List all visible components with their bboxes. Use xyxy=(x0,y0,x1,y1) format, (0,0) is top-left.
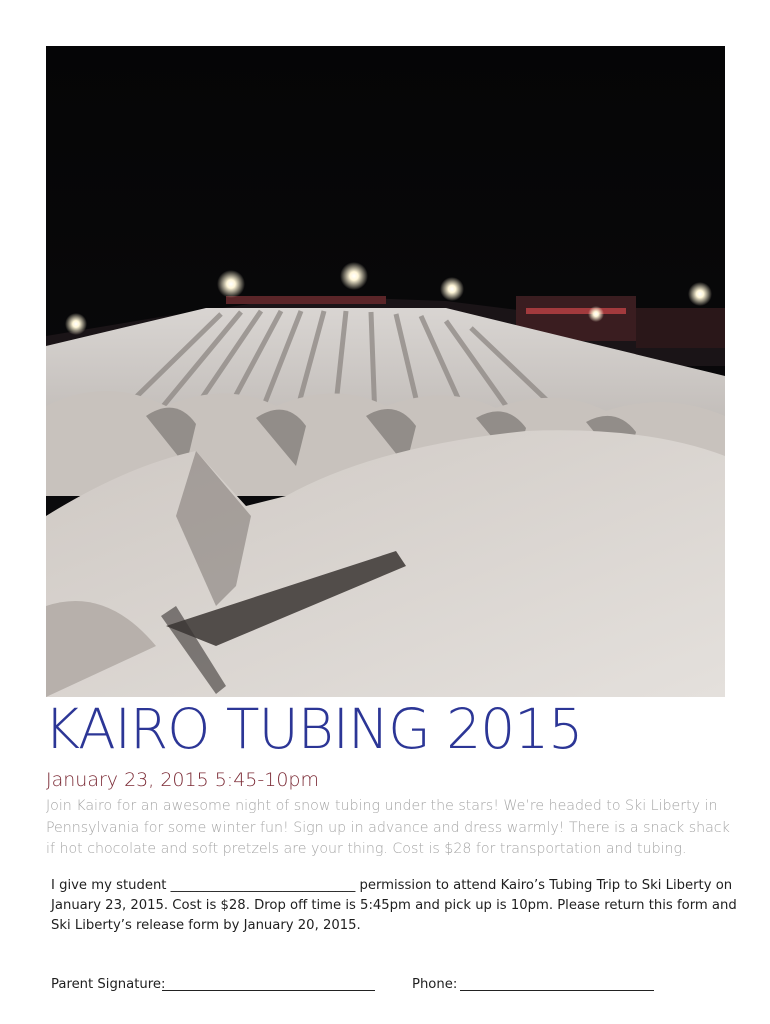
event-description: Join Kairo for an awesome night of snow tubing under the stars! We’re headed to Ski Liberty in Pennsylvania for some winter fun! Sign up in advance and dress warmly! There is a snack shack if hot chocolate and soft pretzels are your thing. Cost is $28 for transportation and tubing. xyxy=(46,798,730,857)
parent-signature-line[interactable] xyxy=(162,990,375,991)
flyer-title: KAIRO TUBING 2015 xyxy=(44,697,583,761)
phone-label: Phone: xyxy=(412,977,458,992)
parent-signature-label: Parent Signature: xyxy=(51,977,166,992)
snow-tubing-photo xyxy=(46,46,725,697)
signature-row xyxy=(51,975,741,995)
permission-statement: I give my student ____________________________ permission to attend Kairo’s Tubing Trip to Ski Liberty on January 23, 2015. Cost is $28. Drop off time is 5:45pm and pick up is 10pm. Please return this form and Ski Liberty’s release form by January 20, 2015. xyxy=(51,878,737,933)
phone-line[interactable] xyxy=(460,990,654,991)
event-date-time: January 23, 2015 5:45-10pm xyxy=(46,769,319,791)
snow-tubing-scene-image xyxy=(46,46,725,697)
